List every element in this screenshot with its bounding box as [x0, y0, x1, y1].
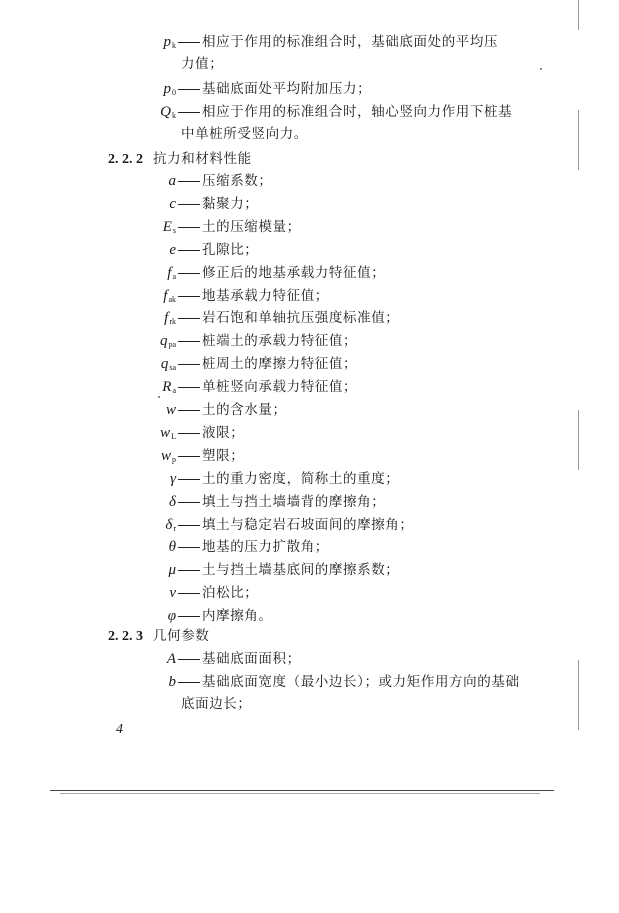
symbol: δ	[169, 494, 176, 510]
definition-text: 液限；	[202, 425, 245, 441]
definition-text: 修正后的地基承载力特征值；	[202, 265, 386, 281]
definition-row	[0, 353, 619, 375]
symbol: $q_{sa}$	[160, 356, 176, 372]
definition-row	[0, 285, 619, 307]
symbol: c	[169, 196, 176, 212]
section-number: 2. 2. 3	[108, 629, 143, 644]
em-dash	[178, 570, 200, 571]
symbol: $\delta_r$	[165, 517, 176, 533]
definition-row	[0, 330, 619, 352]
definition-row	[0, 491, 619, 513]
definition-continuation: 力值；	[181, 56, 224, 72]
definition-row	[0, 536, 619, 558]
em-dash	[178, 387, 200, 388]
symbol: e	[169, 242, 176, 258]
definition-row	[0, 78, 619, 100]
em-dash	[178, 341, 200, 342]
symbol: b	[168, 674, 176, 690]
symbol: $Q_k$	[160, 104, 176, 120]
symbol: $w_L$	[160, 425, 176, 441]
em-dash	[178, 593, 200, 594]
em-dash	[178, 112, 200, 113]
section-heading	[108, 147, 252, 169]
em-dash	[178, 547, 200, 548]
definition-text: 相应于作用的标准组合时，轴心竖向力作用下桩基	[202, 104, 513, 120]
definition-text: 单桩竖向承载力特征值；	[202, 379, 358, 395]
symbol: γ	[170, 471, 176, 487]
definition-continuation: 底面边长；	[181, 696, 252, 712]
definition-row	[0, 514, 619, 536]
symbol: $R_a$	[162, 379, 176, 395]
section-title: 几何参数	[153, 628, 210, 644]
em-dash	[178, 181, 200, 182]
definition-text: 桩周土的摩擦力特征值；	[202, 356, 358, 372]
em-dash	[178, 227, 200, 228]
em-dash	[178, 616, 200, 617]
definition-row	[0, 559, 619, 581]
symbol: w	[165, 402, 176, 418]
definition-text: 地基承载力特征值；	[202, 288, 329, 304]
em-dash	[178, 250, 200, 251]
definition-text: 土的压缩模量；	[202, 219, 301, 235]
binding-edge-mark	[578, 0, 579, 30]
speck-mark	[540, 68, 542, 70]
definition-text: 泊松比；	[202, 585, 259, 601]
em-dash	[178, 296, 200, 297]
definition-row	[0, 31, 619, 53]
em-dash	[178, 364, 200, 365]
definition-text: 相应于作用的标准组合时，基础底面处的平均压	[202, 34, 499, 50]
definition-text: 土与挡土墙基底间的摩擦系数；	[202, 562, 400, 578]
definition-text: 孔隙比；	[202, 242, 259, 258]
definition-text: 黏聚力；	[202, 196, 259, 212]
definition-text: 土的重力密度，简称土的重度；	[202, 471, 400, 487]
em-dash	[178, 433, 200, 434]
section-heading	[108, 624, 209, 646]
symbol: $w_p$	[160, 448, 176, 464]
em-dash	[178, 204, 200, 205]
section-number: 2. 2. 2	[108, 152, 143, 167]
definition-row	[0, 101, 619, 123]
definition-text: 地基的压力扩散角；	[202, 539, 329, 555]
definition-row	[0, 648, 619, 670]
em-dash	[178, 273, 200, 274]
page-number: 4	[116, 722, 123, 737]
definition-text: 塑限；	[202, 448, 245, 464]
definition-text: 岩石饱和单轴抗压强度标准值；	[202, 310, 400, 326]
definition-row	[0, 399, 619, 421]
symbol: $f_a$	[167, 265, 176, 281]
em-dash	[178, 456, 200, 457]
footer-rule	[50, 790, 554, 791]
definition-text: 压缩系数；	[202, 173, 273, 189]
definition-row	[0, 376, 619, 398]
em-dash	[178, 410, 200, 411]
definition-text: 土的含水量；	[202, 402, 287, 418]
definition-row	[0, 307, 619, 329]
em-dash	[178, 502, 200, 503]
definition-row	[0, 445, 619, 467]
symbol: ν	[169, 585, 176, 601]
definition-text: 桩端土的承载力特征值；	[202, 333, 358, 349]
definition-row	[0, 582, 619, 604]
definition-text: 基础底面面积；	[202, 651, 301, 667]
definition-row	[0, 170, 619, 192]
definition-text: 内摩擦角。	[202, 608, 273, 624]
definition-continuation: 中单桩所受竖向力。	[181, 126, 308, 142]
definition-row	[0, 239, 619, 261]
definition-row	[0, 193, 619, 215]
em-dash	[178, 479, 200, 480]
em-dash	[178, 318, 200, 319]
definition-row	[0, 605, 619, 627]
em-dash	[178, 89, 200, 90]
definition-text: 基础底面宽度（最小边长）；或力矩作用方向的基础	[202, 674, 520, 690]
symbol: φ	[167, 608, 176, 624]
definition-row	[0, 216, 619, 238]
em-dash	[178, 42, 200, 43]
symbol: θ	[168, 539, 176, 555]
symbol: μ	[168, 562, 176, 578]
symbol: $E_s$	[162, 219, 176, 235]
definition-row	[0, 262, 619, 284]
em-dash	[178, 525, 200, 526]
definition-text: 填土与稳定岩石坡面间的摩擦角；	[202, 517, 414, 533]
definition-text: 基础底面处平均附加压力；	[202, 81, 372, 97]
em-dash	[178, 659, 200, 660]
definition-row	[0, 671, 619, 693]
definition-row	[0, 422, 619, 444]
definition-text: 填土与挡土墙墙背的摩擦角；	[202, 494, 386, 510]
symbol: A	[166, 651, 176, 667]
definition-row	[0, 468, 619, 490]
symbol: $p_k$	[163, 34, 176, 50]
symbol: $f_{rk}$	[164, 310, 176, 326]
symbol: $p_0$	[163, 81, 176, 97]
em-dash	[178, 682, 200, 683]
symbol: $q_{pa}$	[159, 333, 176, 349]
footer-rule	[60, 793, 540, 794]
symbol: a	[168, 173, 176, 189]
symbol: $f_{ak}$	[163, 288, 176, 304]
section-title: 抗力和材料性能	[153, 151, 252, 167]
